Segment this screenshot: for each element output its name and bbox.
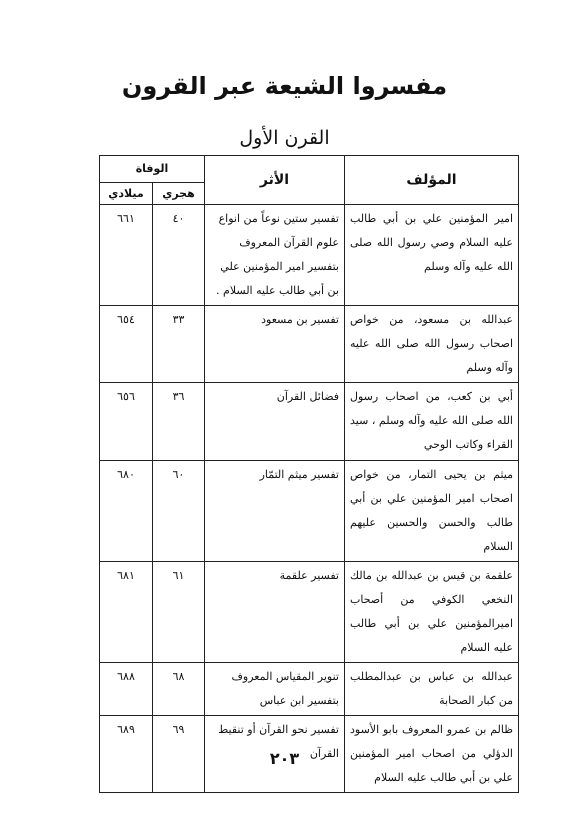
gregorian-cell: ٦٥٦ xyxy=(100,383,153,461)
hijri-header: هجري xyxy=(153,183,205,205)
author-cell: امير المؤمنين علي بن أبي طالب عليه السلام وصي رسول الله صلى الله عليه وآله وسلم xyxy=(345,205,519,306)
hijri-cell: ٣٣ xyxy=(153,306,205,383)
table-row xyxy=(100,205,519,306)
author-cell: ظالم بن عمرو المعروف بابو الأسود الدؤلي من اصحاب امير المؤمنين علي بن أبي طالب عليه السلام xyxy=(345,716,519,793)
author-cell: علقمة بن قيس بن عبدالله بن مالك النخعي الكوفي من أصحاب اميرالمؤمنين علي بن أبي طالب عليه السلام xyxy=(345,562,519,663)
author-cell: أبي بن كعب، من اصحاب رسول الله صلى الله عليه وآله وسلم ، سيد القراء وكاتب الوحي xyxy=(345,383,519,461)
gregorian-header: ميلادي xyxy=(100,183,153,205)
gregorian-cell: ٦٨٩ xyxy=(100,716,153,793)
work-cell: فضائل القرآن xyxy=(205,383,345,461)
hijri-cell: ٦١ xyxy=(153,562,205,663)
author-header: المؤلف xyxy=(345,156,519,205)
death-header: الوفاة xyxy=(100,156,205,183)
hijri-cell: ٤٠ xyxy=(153,205,205,306)
work-cell: تفسير بن مسعود xyxy=(205,306,345,383)
work-cell: تفسير نحو القرآن أو تنقيط القرآن xyxy=(205,716,345,793)
gregorian-cell: ٦٨٨ xyxy=(100,663,153,716)
author-cell: ميثم بن يحيى التمار، من خواص اصحاب امير المؤمنين علي بن أبي طالب والحسن والحسين عليهم السلام xyxy=(345,461,519,562)
gregorian-cell: ٦٨١ xyxy=(100,562,153,663)
page-title: مفسروا الشيعة عبر القرون xyxy=(121,72,448,100)
gregorian-cell: ٦٥٤ xyxy=(100,306,153,383)
author-cell: عبدالله بن مسعود، من خواص اصحاب رسول الله صلى الله عليه وآله وسلم xyxy=(345,306,519,383)
section-title: القرن الأول xyxy=(239,127,330,149)
table-row xyxy=(100,383,519,461)
table-row xyxy=(100,461,519,562)
work-cell: تفسير علقمة xyxy=(205,562,345,663)
table-row xyxy=(100,306,519,383)
gregorian-cell: ٦٦١ xyxy=(100,205,153,306)
page-number: ٢٠٣ xyxy=(269,749,300,768)
exegetes-table xyxy=(99,155,519,793)
work-cell: تفسير ستين نوعاً من انواع علوم القرآن المعروف بتفسير امير المؤمنين علي بن أبي طالب عليه السلام . xyxy=(205,205,345,306)
hijri-cell: ٦٩ xyxy=(153,716,205,793)
author-cell: عبدالله بن عباس بن عبدالمطلب من كبار الصحابة xyxy=(345,663,519,716)
hijri-cell: ٣٦ xyxy=(153,383,205,461)
table-row xyxy=(100,562,519,663)
hijri-cell: ٦٠ xyxy=(153,461,205,562)
table-row xyxy=(100,663,519,716)
work-cell: تنوير المقياس المعروف بتفسير ابن عباس xyxy=(205,663,345,716)
work-header: الأثر xyxy=(205,156,345,205)
gregorian-cell: ٦٨٠ xyxy=(100,461,153,562)
work-cell: تفسير ميثم التمّار xyxy=(205,461,345,562)
hijri-cell: ٦٨ xyxy=(153,663,205,716)
